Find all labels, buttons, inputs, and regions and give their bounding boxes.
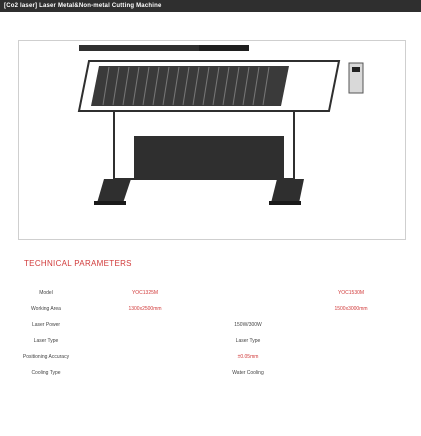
param-label: Cooling Type (31, 370, 61, 376)
laser-machine-illustration (19, 41, 405, 239)
table-row (0, 370, 421, 384)
param-label: Laser Power (31, 322, 61, 328)
table-row (0, 306, 421, 320)
param-label: Model (39, 290, 53, 296)
table-row (0, 354, 421, 368)
param-value-col-a: YOC1325M (131, 290, 159, 296)
machine-cutting-area (91, 66, 289, 106)
param-label: Positioning Accuracy (22, 354, 70, 360)
machine-leg-left (97, 179, 131, 203)
table-row (0, 322, 421, 336)
param-value-col-c: YOC1530M (337, 290, 365, 296)
param-label: Laser Type (33, 338, 59, 344)
param-value-col-b: ±0.05mm (237, 354, 259, 360)
param-value-col-b: Water Cooling (232, 370, 264, 376)
product-image-frame (18, 40, 406, 240)
param-value-col-b: Laser Type (235, 338, 261, 344)
machine-foot-right (269, 201, 301, 205)
machine-foot-left (94, 201, 126, 205)
param-value-col-b: 150W/300W (234, 322, 262, 328)
banner-title: [Co2 laser] Laser Metal&Non-metal Cutting Machine (4, 3, 162, 9)
machine-top-rail-right (199, 45, 249, 51)
param-value-col-a: 1300x2500mm (128, 306, 162, 312)
param-value-col-c: 1500x3000mm (334, 306, 368, 312)
control-screen-icon (352, 67, 360, 72)
table-row (0, 338, 421, 352)
table-row (0, 290, 421, 304)
machine-cabinet-front (134, 136, 284, 179)
technical-parameters-heading: TECHNICAL PARAMETERS (24, 259, 132, 268)
page-title-banner (0, 0, 421, 12)
param-label: Working Area (31, 306, 61, 312)
machine-leg-right (271, 179, 304, 203)
